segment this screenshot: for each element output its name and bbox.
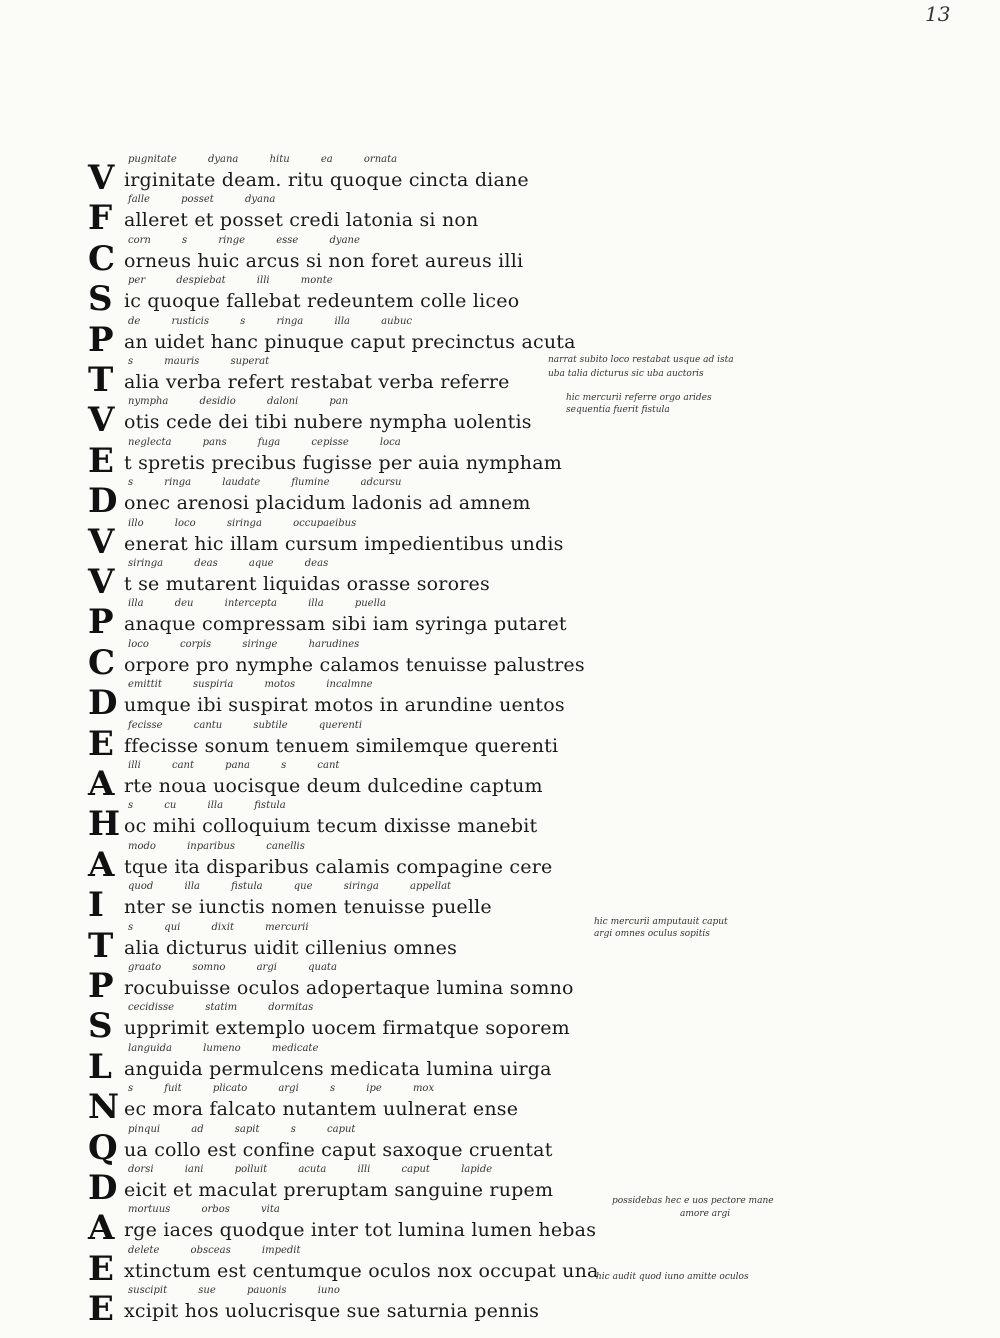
margin-note: amore argi [680, 1209, 731, 1219]
verse-initial: H [88, 804, 121, 845]
interlinear-gloss: emittit suspiria motos incalmne [128, 679, 373, 691]
margin-note: narrat subito loco restabat usque ad ista [548, 355, 734, 365]
interlinear-gloss: s mauris superat [128, 356, 270, 367]
verse-initial: P [88, 966, 114, 1006]
verse-initial: E [88, 723, 114, 764]
margin-note: uba talia dicturus sic uba auctoris [548, 369, 704, 379]
verse-initial: V [88, 158, 115, 198]
verse-initial: V [88, 562, 115, 602]
verse-text: t spretis precibus fugisse per auia nympham [124, 451, 562, 474]
verse-line [0, 800, 1000, 845]
verse-initial: I [88, 885, 104, 926]
verse-line [0, 1244, 1000, 1289]
verse-text: nter se iunctis nomen tenuisse puelle [124, 896, 492, 919]
interlinear-gloss: falle posset dyana [128, 194, 276, 206]
verse-initial: T [88, 360, 114, 400]
interlinear-gloss: nympha desidio daloni pan [128, 396, 349, 408]
verse-text: orneus huic arcus si non foret aureus illi [124, 249, 524, 272]
verse-initial: N [88, 1087, 120, 1128]
interlinear-gloss: s qui dixit mercurii [128, 921, 309, 933]
verse-line [0, 194, 1000, 239]
verse-initial: S [88, 279, 113, 320]
verse-text: xtinctum est centumque oculos nox occupat una [124, 1259, 599, 1282]
interlinear-gloss: siringa deas aque deas [128, 558, 329, 569]
verse-line [0, 517, 1000, 562]
verse-initial: A [88, 1208, 115, 1249]
margin-note: hic audit quod iuno amitte oculos [596, 1272, 749, 1282]
interlinear-gloss: s ringa laudate flumine adcursu [128, 477, 402, 489]
interlinear-gloss: corn s ringe esse dyane [128, 234, 360, 246]
verse-initial: E [88, 1248, 114, 1289]
verse-initial: T [88, 925, 114, 966]
verse-text: anaque compressam sibi iam syringa putaret [124, 613, 567, 636]
verse-text: orpore pro nymphe calamos tenuisse palustres [124, 653, 585, 676]
verse-line [0, 154, 1000, 198]
interlinear-gloss: suscipit sue pauonis iuno [128, 1285, 340, 1297]
verse-text: eicit et maculat preruptam sanguine rupem [124, 1179, 554, 1201]
verse-text: tque ita disparibus calamis compagine cere [124, 855, 553, 878]
verse-line [0, 558, 1000, 602]
verse-text: oc mihi colloquium tecum dixisse manebit [124, 815, 538, 838]
verse-initial: P [88, 319, 114, 360]
verse-line [0, 881, 1000, 926]
interlinear-gloss: pugnitate dyana hitu ea ornata [128, 154, 398, 165]
verse-initial: P [88, 602, 114, 643]
verse-text: rocubuisse oculos adopertaque lumina somno [124, 977, 574, 999]
verse-line [0, 1164, 1000, 1208]
interlinear-gloss: delete obsceas impedit [128, 1244, 301, 1256]
verse-text: xcipit hos uolucrisque sue saturnia pennis [124, 1300, 540, 1323]
interlinear-gloss: fecisse cantu subtile querenti [128, 719, 363, 731]
verse-line [0, 638, 1000, 683]
verse-initial: C [88, 642, 116, 683]
interlinear-gloss: neglecta pans fuga cepisse loca [128, 436, 401, 448]
verse-text: umque ibi suspirat motos in arundine uentos [124, 694, 565, 717]
interlinear-gloss: quod illa fistula que siringa appellat [128, 881, 452, 893]
verse-text: upprimit extemplo uocem firmatque soporem [124, 1017, 570, 1040]
verse-text: anguida permulcens medicata lumina uirga [124, 1057, 552, 1080]
verse-initial: Q [88, 1127, 118, 1168]
verse-text: ffecisse sonum tenuem similemque querenti [124, 734, 559, 757]
verse-line [0, 1002, 1000, 1047]
verse-text: enerat hic illam cursum impedientibus undis [124, 532, 564, 555]
verse-initial: A [88, 764, 115, 804]
verse-initial: D [88, 683, 118, 724]
interlinear-gloss: cecidisse statim dormitas [128, 1002, 314, 1014]
interlinear-gloss: loco corpis siringe harudines [128, 638, 360, 650]
interlinear-gloss: s cu illa fistula [128, 800, 286, 812]
verse-initial: F [88, 198, 113, 239]
verse-initial: L [88, 1046, 112, 1087]
verse-line [0, 396, 1000, 441]
margin-note: hic mercurii referre orgo arides [566, 393, 712, 403]
verse-line [0, 679, 1000, 724]
verse-text: rte noua uocisque deum dulcedine captum [124, 775, 543, 797]
verse-text: alleret et posset credi latonia si non [124, 209, 479, 232]
interlinear-gloss: graato somno argi quata [128, 962, 337, 973]
verse-initial: D [88, 481, 118, 522]
verse-line [0, 1123, 1000, 1168]
verse-line [0, 1042, 1000, 1087]
verse-initial: S [88, 1006, 113, 1047]
verse-line [0, 598, 1000, 643]
interlinear-gloss: mortuus orbos vita [128, 1204, 280, 1216]
verse-text: rge iaces quodque inter tot lumina lumen hebas [124, 1219, 597, 1242]
interlinear-gloss: modo inparibus canellis [128, 840, 305, 852]
interlinear-gloss: s fuit plicato argi s ipe mox [128, 1083, 435, 1095]
verse-text: onec arenosi placidum ladonis ad amnem [124, 492, 531, 515]
margin-note: sequentia fuerit fistula [566, 405, 670, 415]
margin-note: possidebas hec e uos pectore mane [612, 1196, 774, 1206]
interlinear-gloss: illa deu intercepta illa puella [128, 598, 386, 610]
verse-line [0, 1083, 1000, 1128]
interlinear-gloss: languida lumeno medicate [128, 1042, 319, 1054]
verse-line [0, 840, 1000, 885]
verse-initial: A [88, 844, 115, 885]
folio-number: 13 [925, 2, 951, 26]
verse-initial: V [88, 400, 115, 441]
verse-line [0, 477, 1000, 522]
verse-text: irginitate deam. ritu quoque cincta diane [124, 169, 529, 191]
verse-text: ec mora falcato nutantem uulnerat ense [124, 1098, 519, 1121]
verse-line [0, 962, 1000, 1006]
verse-initial: V [88, 521, 115, 562]
verse-text: otis cede dei tibi nubere nympha uolentis [124, 411, 532, 434]
verse-text: an uidet hanc pinuque caput precinctus acuta [124, 330, 576, 353]
verse-line [0, 1204, 1000, 1249]
verse-text: alia verba refert restabat verba referre [124, 371, 510, 393]
verse-text: t se mutarent liquidas orasse sorores [124, 573, 490, 595]
interlinear-gloss: illo loco siringa occupaeibus [128, 517, 357, 529]
interlinear-gloss: de rusticis s ringa illa aubuc [128, 315, 413, 327]
interlinear-gloss: pinqui ad sapit s caput [128, 1123, 356, 1135]
verse-line [0, 1285, 1000, 1330]
interlinear-gloss: dorsi iani polluit acuta illi caput lapide [128, 1164, 493, 1175]
verse-line [0, 275, 1000, 320]
interlinear-gloss: per despiebat illi monte [128, 275, 333, 287]
verse-line [0, 436, 1000, 481]
verse-initial: E [88, 440, 114, 481]
verse-text: ua collo est confine caput saxoque cruentat [124, 1138, 553, 1161]
verse-line [0, 760, 1000, 804]
verse-line [0, 719, 1000, 764]
verse-line [0, 234, 1000, 279]
margin-note: argi omnes oculus sopitis [594, 929, 710, 939]
verse-text: alia dicturus uidit cillenius omnes [124, 936, 458, 959]
verse-initial: D [88, 1168, 118, 1208]
interlinear-gloss: illi cant pana s cant [128, 760, 340, 771]
margin-note: hic mercurii amputauit caput [594, 917, 728, 927]
verse-text: ic quoque fallebat redeuntem colle liceo [124, 290, 520, 313]
verse-initial: C [88, 238, 116, 279]
verse-initial: E [88, 1289, 114, 1330]
